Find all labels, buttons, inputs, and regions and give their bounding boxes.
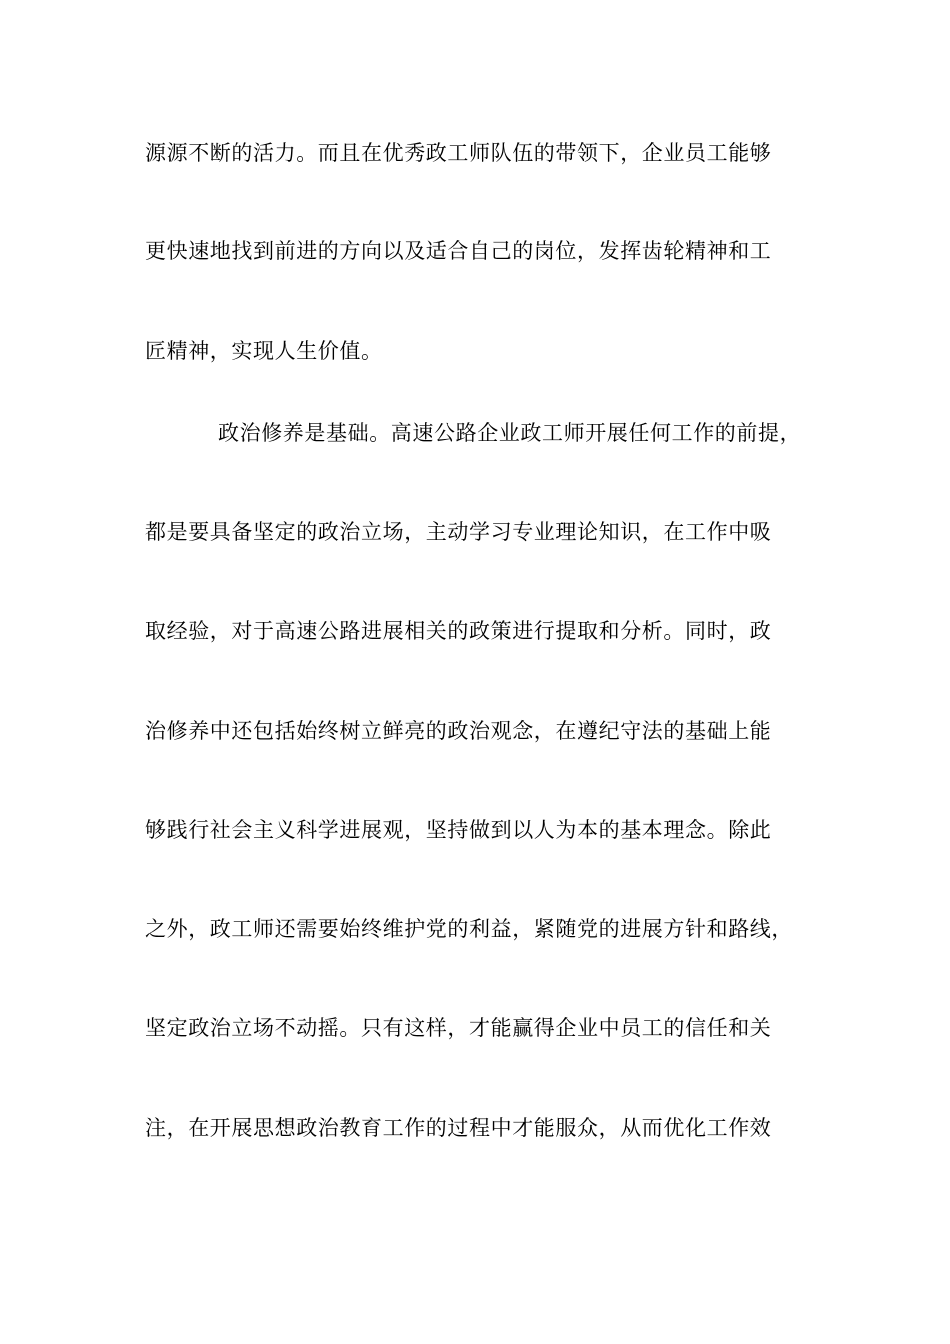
text-line: 取经验，对于高速公路进展相关的政策进行提取和分析。同时，政 xyxy=(145,619,772,643)
text-line: 治修养中还包括始终树立鲜亮的政治观念，在遵纪守法的基础上能 xyxy=(145,719,772,743)
text-line: 注，在开展思想政治教育工作的过程中才能服众，从而优化工作效 xyxy=(145,1116,772,1140)
text-line: 都是要具备坚定的政治立场，主动学习专业理论知识，在工作中吸 xyxy=(145,520,772,544)
paragraph-first-line: 政治修养是基础。高速公路企业政工师开展任何工作的前提， xyxy=(218,421,802,445)
text-line: 更快速地找到前进的方向以及适合自己的岗位，发挥齿轮精神和工 xyxy=(145,239,772,263)
text-line: 源源不断的活力。而且在优秀政工师队伍的带领下，企业员工能够 xyxy=(145,141,772,165)
text-line: 之外，政工师还需要始终维护党的利益，紧随党的进展方针和路线， xyxy=(145,917,793,941)
text-line: 够践行社会主义科学进展观，坚持做到以人为本的基本理念。除此 xyxy=(145,818,772,842)
text-line: 匠精神，实现人生价值。 xyxy=(145,339,383,363)
text-line: 坚定政治立场不动摇。只有这样，才能赢得企业中员工的信任和关 xyxy=(145,1016,772,1040)
